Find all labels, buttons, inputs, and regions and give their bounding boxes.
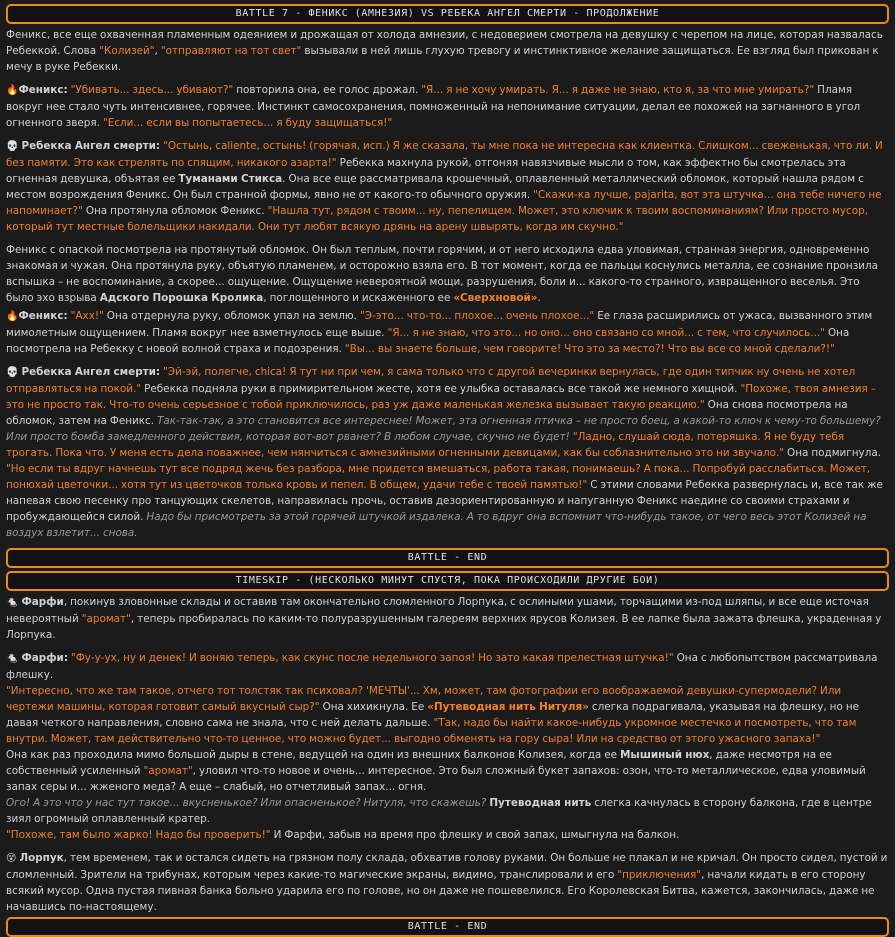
battle-end-banner: BATTLE - END <box>6 548 889 568</box>
mouse-icon: 🐁 <box>6 597 19 608</box>
battle-header-banner: BATTLE 7 - ФЕНИКС (АМНЕЗИЯ) VS РЕБЕКА АНГЕЛ СМЕРТИ - ПРОДОЛЖЕНИЕ <box>6 4 889 24</box>
narration-paragraph: Феникс с опаской посмотрела на протянутый обломок. Он был теплым, почти горячим, и от него исходила едва уловимая, странная энергия, одновременно знакомая и чужая. Она протянула руку, объятую пламенем, и осторожно взяла его. В тот момент, когда ее пальцы коснулись металла, ее сознание пронзила вспышка – не воспоминание, а скорее... ощущение. Ощущение невероятной мощи, разрушения, боли и... какого-то странного, извращенного веселья. Это было эхо взрыва Адского Порошка Кролика, поглощенного и искаженного ее «Сверхновой». <box>6 244 878 304</box>
speaker-name: Феникс: <box>18 84 68 96</box>
phoenix-dialogue: 🔥Феникс: "Ахх!" Она отдернула руку, обломок упал на землю. "Э-это... что-то... плохое... очень плохое..." Ее глаза расширились от ужаса, вызванного этим мимолетным ощущением. Пламя вокруг нее взметнулось еще выше. "Я... я не знаю, что это... но оно... оно связано со мной... с тем, что случилось..." Она посмотрела на Ребекку с новой волной страха и подозрения. "Вы... вы знаете больше, чем говорите! Что это за место?! Что вы все со мной сделали?!" <box>6 310 873 355</box>
rebecca-dialogue: 💀 Ребекка Ангел смерти: "Остынь, caliente, остынь! (горячая, исп.) Я же сказала, ты мне пока не интересна как клиентка. Слишком... свеженькая, что ли. И без памяти. Это как стрелять по спящим, никакого азарта!" Ребекка махнула рукой, отгоняя навязчивые мысли о том, как эффектно бы смотрелась эта огненная девушка, объятая ее Туманами Стикса. Она все еще рассматривала крошечный, оплавленный металлический обломок, который нашла рядом с местом возрождения Феникс. Он был странной формы, явно не от какого-то обычного оружия. "Скажи-ка лучше, pajarita, вот эта штучка... она тебе ничего не напоминает?" Она протянула обломок Феникс. "Нашла тут, рядом с твоим... ну, пепелищем. Может, это ключик к твоим воспоминаниям? Или просто мусор, который тут местные болельщики накидали. Они тут любят всякую дрянь на арену швырять, когда им скучно." <box>6 140 883 233</box>
farfi-narration: 🐁 Фарфи, покинув зловонные склады и оставив там окончательно сломленного Лорпука, с ослиными ушами, торчащими из-под шляпы, и все еще источая невероятный "аромат", теперь пробиралась по каким-то полуразрушенным галереям верхних ярусов Колизея. В ее лапке была зажата флешка, украденная у Лорпука. <box>6 596 882 641</box>
battle-end-banner: BATTLE - END <box>6 917 889 937</box>
farfi-dialogue: 🐁 Фарфи: "Фу-у-ух, ну и денек! И воняю теперь, как скунс после недельного запоя! Но зато какая прелестная штучка!" Она с любопытством рассматривала флешку. "Интересно, что же там такое, отчего тот толстяк так психовал? 'МЕЧТЫ'... Хм, может, там фотографии его воображаемой девушки-супермодели? Или чертежи машины, которая готовит самый вкусный сыр?" Она хихикнула. Ее «Путеводная нить Нитуля» слегка подрагивала, указывая на флешку, но не давая четкого направления, словно сама не знала, что с ней делать дальше. "Так, надо бы найти какое-нибудь укромное местечко и посмотреть, что там внутри. Может, там действительно что-то ценное, что можно будет... выгодно обменять на гору сыра! Или на средство от этого ужасного запаха!" Она как раз проходила мимо большой дыры в стене, ведущей на один из внешних балконов Колизея, когда ее Мышиный нюх, даже несмотря на ее собственный усиленный "аромат", уловил что-то новое и очень... интересное. Это был сложный букет запахов: озон, что-то металлическое, едва уловимый запах серы и... жженого меда? А еще – слабый, но отчетливый запах... огня. Ого! А это что у нас тут такое... вкусненькое? Или опасненькое? Нитуля, что скажешь? Путеводная нить слегка качнулась в сторону балкона, где в центре зиял огромный оплавленный кратер. "Похоже, там было жарко! Надо бы проверить!" И Фарфи, забыв на время про флешку и свой запах, шмыгнула на балкон. <box>6 652 878 841</box>
fire-icon: 🔥 <box>6 311 19 322</box>
timeskip-banner: TIMESKIP - (НЕСКОЛЬКО МИНУТ СПУСТЯ, ПОКА ПРОИСХОДИЛИ ДРУГИЕ БОИ) <box>6 571 889 591</box>
narration-paragraph: Феникс, все еще охваченная пламенным одеянием и дрожащая от холода амнезии, с недоверием смотрела на девушку с черепом на лице, которая назвалась Ребеккой. Слова "Колизей", "отправляют на тот свет" вызывали в ней лишь глухую тревогу и инстинктивное желание защищаться. Ее взгляд был прикован к мечу в руке Ребекки. <box>6 29 883 73</box>
speaker-name: Феникс: <box>18 310 68 322</box>
phoenix-dialogue: 🔥Феникс: "Убивать... здесь... убивают?" повторила она, ее голос дрожал. "Я... я не хочу умирать. Я... я даже не знаю, кто я, за что мне умирать?" Пламя вокруг нее стало чуть интенсивнее, горячее. Инстинкт самосохранения, помноженный на непонимание ситуации, делал ее похожей на загнанного в угол огненного зверя. "Если... если вы попытаетесь... я буду защищаться!" <box>6 84 861 129</box>
speaker-name: Ребекка Ангел смерти: <box>21 366 161 378</box>
speaker-name: Фарфи <box>21 596 64 608</box>
lorpuk-narration: 😵 Лорпук, тем временем, так и остался сидеть на грязном полу склада, обхватив голову руками. Он больше не плакал и не кричал. Он просто сидел, пустой и сломленный. Зрители на трибунах, которым через какие-то магические экраны, видимо, транслировали и его "приключения", начали кидать в его сторону всякий мусор. Одна пустая пивная банка больно ударила его по голове, но он даже не пошевелился. Его Королевская Битва, кажется, закончилась, даже не начавшись по-настоящему. <box>6 852 888 913</box>
rebecca-dialogue: 💀 Ребекка Ангел смерти: "Эй-эй, полегче, chica! Я тут ни при чем, я сама только что с другой вечеринки вернулась, где один типчик ну очень не хотел отправляться на покой." Ребекка подняла руки в примирительном жесте, хотя ее улыбка оставалась все такой же немного хищной. "Похоже, твоя амнезия – это не просто так. Что-то очень серьезное с тобой приключилось, раз уж даже маленькая железка вызывает такую реакцию." Она снова посмотрела на обломок, затем на Феникс. Так-так-так, а это становится все интереснее! Может, эта огненная птичка – не просто боец, а какой-то ключ к чему-то большему? Или просто бомба замедленного действия, которая вот-вот рванет? В любом случае, скучно не будет! "Ладно, слушай сюда, потеряшка. Я не буду тебя трогать. Пока что. У меня есть дела поважнее, чем нянчиться с амнезийными огненными девицами, как бы соблазнительно это ни звучало." Она подмигнула. "Но если ты вдруг начнешь тут все подряд жечь без разбора, мне придется вмешаться, работа такая, понимаешь? А пока... Попробуй расслабиться. Может, понюхай цветочки... хотя тут из цветочков только кровь и пепел. В общем, удачи тебе с твоей памятью!" С этими словами Ребекка развернулась и, все так же напевая свою песенку про танцующих скелетов, направилась прочь, оставив дезориентированную и напуганную Феникс наедине со своими страхами и пробуждающейся силой. Надо бы присмотреть за этой горячей штучкой издалека. А то вдруг она вспомнит что-нибудь такое, от чего весь этот Колизей на воздух взлетит... снова. <box>6 366 883 539</box>
mouse-icon: 🐁 <box>6 653 19 664</box>
skull-icon: 💀 <box>6 141 19 152</box>
skull-icon: 💀 <box>6 367 19 378</box>
dizzy-face-icon: 😵 <box>6 853 17 864</box>
speaker-name: Лорпук <box>19 852 64 864</box>
speaker-name: Ребекка Ангел смерти: <box>21 140 161 152</box>
speaker-name: Фарфи: <box>21 652 68 664</box>
fire-icon: 🔥 <box>6 85 19 96</box>
